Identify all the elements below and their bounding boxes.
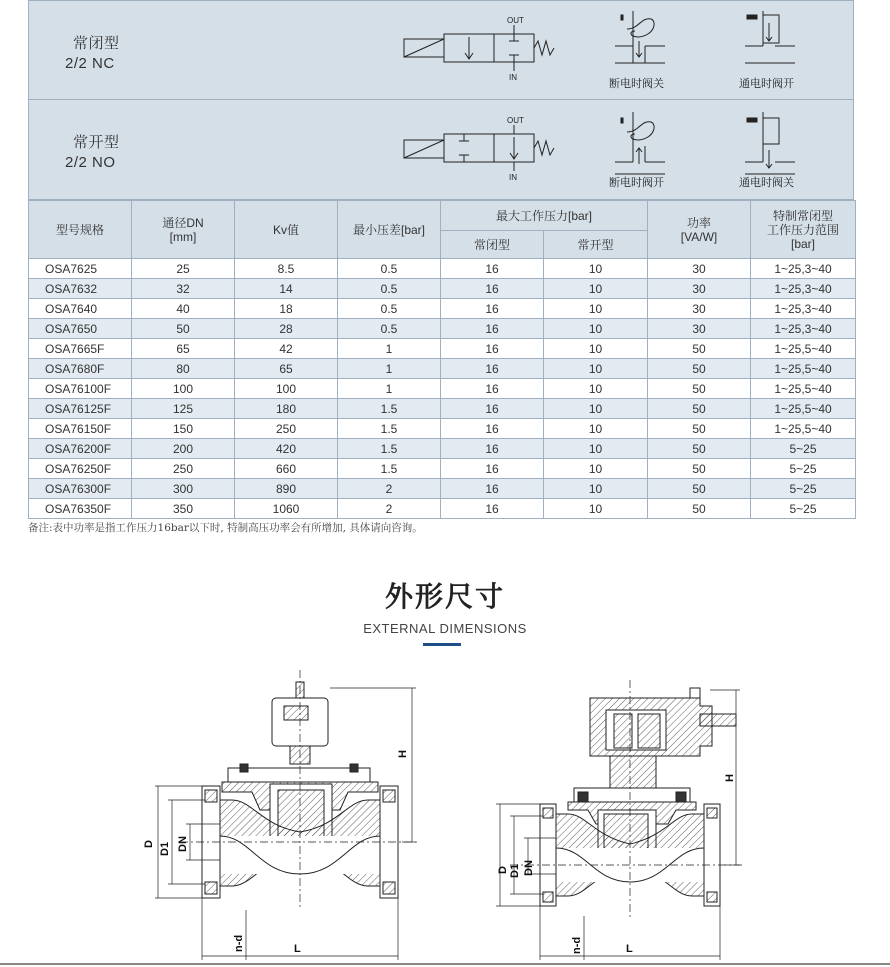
cell-special-range: 1~25,5~40 (751, 359, 856, 379)
table-row (29, 479, 856, 499)
cell-min-pressure: 0.5 (338, 299, 441, 319)
table-row (29, 459, 856, 479)
cell-model: OSA76100F (29, 379, 132, 399)
header-nc: 常闭型 (441, 231, 544, 259)
cell-max-pressure-no: 10 (544, 319, 648, 339)
cell-model: OSA76125F (29, 399, 132, 419)
header-special-line1: 特制常闭型 (773, 208, 834, 223)
cell-max-pressure-no: 10 (544, 439, 648, 459)
header-dn-line1: 通径DN (162, 215, 204, 230)
cell-dn: 300 (132, 479, 235, 499)
cell-max-pressure-nc: 16 (441, 259, 544, 279)
cell-max-pressure-no: 10 (544, 419, 648, 439)
nc-off-state-icon (615, 11, 665, 63)
cell-dn: 32 (132, 279, 235, 299)
cell-min-pressure: 0.5 (338, 259, 441, 279)
cell-dn: 250 (132, 459, 235, 479)
cell-model: OSA76250F (29, 459, 132, 479)
cell-max-pressure-no: 10 (544, 339, 648, 359)
cell-special-range: 5~25 (751, 439, 856, 459)
cell-dn: 65 (132, 339, 235, 359)
dim-dn-left: DN (177, 836, 189, 852)
cell-dn: 200 (132, 439, 235, 459)
cell-kv: 180 (235, 399, 338, 419)
cell-kv: 250 (235, 419, 338, 439)
header-no: 常开型 (544, 231, 648, 259)
cell-power: 50 (648, 479, 751, 499)
dim-d1-left: D1 (159, 841, 171, 856)
cell-min-pressure: 0.5 (338, 279, 441, 299)
cell-min-pressure: 1.5 (338, 459, 441, 479)
header-power-line2: [VA/W] (680, 229, 718, 244)
cell-power: 50 (648, 439, 751, 459)
no-name-cn: 常开型 (73, 134, 120, 151)
cell-dn: 350 (132, 499, 235, 519)
bottom-divider (0, 963, 890, 965)
dim-h-right: H (724, 774, 736, 782)
cell-min-pressure: 1 (338, 359, 441, 379)
cell-max-pressure-no: 10 (544, 399, 648, 419)
cell-min-pressure: 1 (338, 339, 441, 359)
nc-name-code: 2/2 NC (65, 55, 115, 72)
header-special-line3: [bar] (791, 236, 816, 251)
header-special-line2: 工作压力范围 (767, 222, 840, 237)
cell-kv: 28 (235, 319, 338, 339)
dim-h-left: H (397, 750, 409, 758)
no-symbol-panel (28, 100, 854, 200)
header-min-pressure: 最小压差[bar] (338, 201, 441, 259)
cell-power: 50 (648, 359, 751, 379)
cell-kv: 65 (235, 359, 338, 379)
dim-nd-right: n-d (571, 936, 583, 954)
spec-table-body (29, 259, 856, 519)
nc-name-cn: 常闭型 (73, 35, 120, 52)
cell-kv: 100 (235, 379, 338, 399)
footnote: 备注:表中功率是指工作压力16bar以下时, 特制高压功率会有所增加, 具体请向咨询。 (28, 522, 423, 534)
header-model: 型号规格 (29, 201, 132, 259)
cell-max-pressure-nc: 16 (441, 499, 544, 519)
cell-max-pressure-no: 10 (544, 479, 648, 499)
cell-model: OSA7640 (29, 299, 132, 319)
header-dn-line2: [mm] (169, 229, 197, 244)
cell-model: OSA76150F (29, 419, 132, 439)
cell-model: OSA7680F (29, 359, 132, 379)
title-accent-bar (423, 643, 461, 646)
nc-off-caption: 断电时阀关 (609, 77, 664, 90)
dim-l-right: L (626, 943, 633, 955)
cell-max-pressure-nc: 16 (441, 319, 544, 339)
cell-special-range: 1~25,5~40 (751, 379, 856, 399)
cell-power: 30 (648, 319, 751, 339)
valve-drawing-right-icon (496, 680, 745, 960)
cell-min-pressure: 1 (338, 379, 441, 399)
cell-special-range: 5~25 (751, 479, 856, 499)
cell-max-pressure-no: 10 (544, 459, 648, 479)
cell-max-pressure-nc: 16 (441, 359, 544, 379)
table-row (29, 399, 856, 419)
nc-on-caption: 通电时阀开 (739, 77, 794, 90)
nc-symbol-panel (28, 0, 854, 100)
no-symbols (29, 100, 855, 200)
table-row (29, 259, 856, 279)
cell-model: OSA76300F (29, 479, 132, 499)
cell-max-pressure-no: 10 (544, 359, 648, 379)
cell-special-range: 1~25,3~40 (751, 319, 856, 339)
dim-d-left: D (143, 840, 155, 848)
no-name-code: 2/2 NO (65, 154, 116, 171)
no-on-caption: 通电时阀关 (739, 176, 794, 189)
cell-max-pressure-nc: 16 (441, 439, 544, 459)
cell-power: 50 (648, 379, 751, 399)
cell-model: OSA7625 (29, 259, 132, 279)
cell-special-range: 5~25 (751, 499, 856, 519)
cell-model: OSA76200F (29, 439, 132, 459)
cell-kv: 420 (235, 439, 338, 459)
no-on-state-icon (745, 112, 795, 174)
cell-dn: 80 (132, 359, 235, 379)
dim-d-right: D (497, 866, 509, 874)
cell-power: 30 (648, 299, 751, 319)
table-row (29, 379, 856, 399)
cell-dn: 25 (132, 259, 235, 279)
cell-power: 50 (648, 339, 751, 359)
cell-max-pressure-no: 10 (544, 379, 648, 399)
cell-max-pressure-no: 10 (544, 299, 648, 319)
section-title: 外形尺寸 (384, 581, 505, 612)
header-dn (132, 201, 235, 259)
no-off-state-icon (615, 112, 665, 174)
header-power-line1: 功率 (687, 215, 712, 230)
nc-in-label: IN (509, 73, 517, 82)
table-row (29, 339, 856, 359)
cell-min-pressure: 2 (338, 479, 441, 499)
cell-max-pressure-nc: 16 (441, 279, 544, 299)
cell-max-pressure-nc: 16 (441, 339, 544, 359)
cell-special-range: 5~25 (751, 459, 856, 479)
cell-power: 50 (648, 419, 751, 439)
cell-min-pressure: 1.5 (338, 439, 441, 459)
cell-model: OSA7650 (29, 319, 132, 339)
dim-d1-right: D1 (509, 863, 521, 878)
no-off-caption: 断电时阀开 (609, 176, 664, 189)
cell-min-pressure: 1.5 (338, 419, 441, 439)
dim-l-left: L (294, 943, 301, 955)
cell-kv: 14 (235, 279, 338, 299)
cell-power: 30 (648, 279, 751, 299)
cell-kv: 890 (235, 479, 338, 499)
table-row (29, 499, 856, 519)
cell-max-pressure-no: 10 (544, 499, 648, 519)
cell-power: 50 (648, 499, 751, 519)
cell-power: 50 (648, 399, 751, 419)
cell-dn: 125 (132, 399, 235, 419)
no-valve-symbol-icon (404, 125, 554, 171)
cell-dn: 50 (132, 319, 235, 339)
no-out-label: OUT (507, 116, 524, 125)
cell-min-pressure: 2 (338, 499, 441, 519)
nc-on-state-icon (745, 11, 795, 63)
valve-drawing-left-icon (155, 670, 420, 960)
cell-min-pressure: 1.5 (338, 399, 441, 419)
cell-kv: 42 (235, 339, 338, 359)
nc-symbols (29, 1, 855, 101)
cell-kv: 18 (235, 299, 338, 319)
header-power (648, 201, 751, 259)
spec-table (28, 200, 856, 519)
cell-power: 50 (648, 459, 751, 479)
cell-kv: 8.5 (235, 259, 338, 279)
cell-model: OSA7665F (29, 339, 132, 359)
cell-special-range: 1~25,5~40 (751, 339, 856, 359)
dimension-drawings (0, 660, 890, 963)
table-row (29, 319, 856, 339)
section-subtitle: EXTERNAL DIMENSIONS (363, 621, 527, 636)
cell-special-range: 1~25,5~40 (751, 419, 856, 439)
cell-max-pressure-nc: 16 (441, 459, 544, 479)
cell-model: OSA7632 (29, 279, 132, 299)
dim-nd-left: n-d (233, 934, 245, 952)
cell-dn: 40 (132, 299, 235, 319)
dim-dn-right: DN (523, 860, 535, 876)
header-kv: Kv值 (235, 201, 338, 259)
cell-special-range: 1~25,3~40 (751, 259, 856, 279)
cell-max-pressure-no: 10 (544, 279, 648, 299)
cell-power: 30 (648, 259, 751, 279)
cell-max-pressure-nc: 16 (441, 379, 544, 399)
table-row (29, 299, 856, 319)
cell-model: OSA76350F (29, 499, 132, 519)
cell-kv: 660 (235, 459, 338, 479)
cell-special-range: 1~25,3~40 (751, 299, 856, 319)
cell-max-pressure-nc: 16 (441, 299, 544, 319)
header-max-pressure: 最大工作压力[bar] (441, 201, 648, 231)
cell-dn: 150 (132, 419, 235, 439)
table-row (29, 279, 856, 299)
no-in-label: IN (509, 173, 517, 182)
header-special (751, 201, 856, 259)
cell-dn: 100 (132, 379, 235, 399)
table-row (29, 419, 856, 439)
cell-min-pressure: 0.5 (338, 319, 441, 339)
cell-max-pressure-nc: 16 (441, 419, 544, 439)
cell-kv: 1060 (235, 499, 338, 519)
nc-out-label: OUT (507, 16, 524, 25)
cell-max-pressure-no: 10 (544, 259, 648, 279)
cell-max-pressure-nc: 16 (441, 399, 544, 419)
table-row (29, 359, 856, 379)
cell-max-pressure-nc: 16 (441, 479, 544, 499)
table-row (29, 439, 856, 459)
nc-valve-symbol-icon (404, 25, 554, 71)
cell-special-range: 1~25,5~40 (751, 399, 856, 419)
cell-special-range: 1~25,3~40 (751, 279, 856, 299)
